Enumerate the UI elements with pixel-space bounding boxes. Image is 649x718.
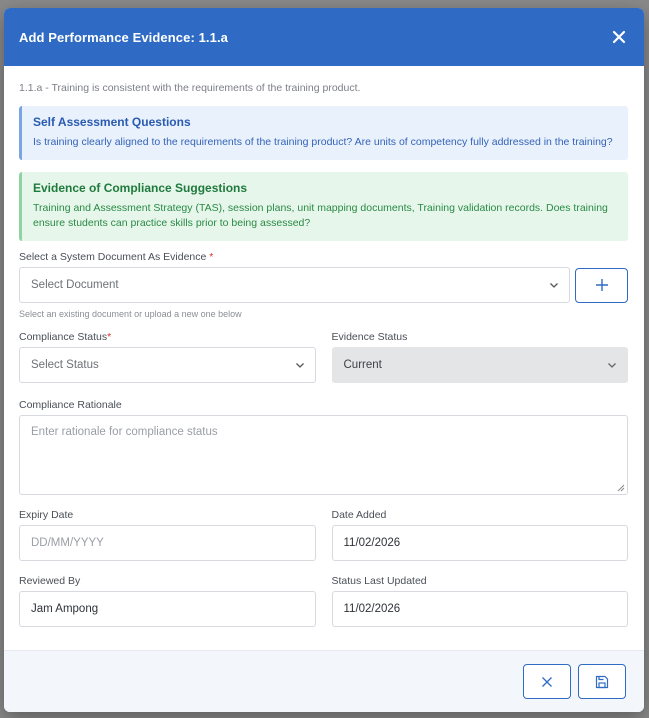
rationale-placeholder: Enter rationale for compliance status <box>31 426 218 438</box>
evidence-status-value: Current <box>343 359 382 371</box>
expiry-date-input[interactable]: DD/MM/YYYY <box>19 525 316 561</box>
add-evidence-modal <box>4 8 644 712</box>
reviewed-by-input[interactable]: Jam Ampong <box>19 591 316 627</box>
document-hint: Select an existing document or upload a new one below <box>19 309 242 319</box>
resize-handle-icon[interactable] <box>617 484 625 492</box>
modal-title: Add Performance Evidence: 1.1.a <box>19 29 229 45</box>
required-mark: * <box>209 251 214 263</box>
required-mark: * <box>107 331 112 343</box>
status-last-updated-label: Status Last Updated <box>331 575 427 587</box>
expiry-date-label: Expiry Date <box>19 509 74 521</box>
evidence-status-select[interactable] <box>332 347 629 383</box>
document-select-placeholder: Select Document <box>31 279 119 291</box>
chevron-down-icon <box>607 360 617 370</box>
modal-header <box>4 8 644 66</box>
x-icon <box>540 675 554 689</box>
evidence-suggestions-text: Training and Assessment Strategy (TAS), session plans, unit mapping documents, Training validation records. Does training ensure students can practice skills prior to being assessed? <box>33 202 608 229</box>
compliance-status-select[interactable] <box>19 347 316 383</box>
self-assessment-title: Self Assessment Questions <box>33 115 191 129</box>
status-last-updated-input[interactable]: 11/02/2026 <box>332 591 629 627</box>
modal-body <box>4 66 644 627</box>
document-select[interactable] <box>19 267 570 303</box>
compliance-status-label: Compliance Status* <box>19 331 112 343</box>
save-icon <box>594 674 610 690</box>
date-added-label: Date Added <box>331 509 387 521</box>
chevron-down-icon <box>295 360 305 370</box>
chevron-down-icon <box>549 280 559 290</box>
rationale-label: Compliance Rationale <box>19 399 122 411</box>
save-button[interactable] <box>578 664 626 699</box>
modal-footer <box>4 650 644 712</box>
rationale-textarea[interactable] <box>19 415 628 495</box>
close-icon[interactable] <box>609 27 629 47</box>
evidence-suggestions-title: Evidence of Compliance Suggestions <box>33 181 248 195</box>
self-assessment-box <box>19 106 628 160</box>
cancel-button[interactable] <box>523 664 571 699</box>
document-label: Select a System Document As Evidence * <box>19 251 214 263</box>
self-assessment-text: Is training clearly aligned to the requirements of the training product? Are units of competency fully addressed in the training? <box>33 136 613 148</box>
add-document-button[interactable] <box>575 268 628 303</box>
evidence-suggestions-box <box>19 172 628 241</box>
reviewed-by-label: Reviewed By <box>19 575 81 587</box>
evidence-status-label: Evidence Status <box>331 331 408 343</box>
compliance-status-placeholder: Select Status <box>31 359 99 371</box>
plus-icon <box>595 278 609 292</box>
date-added-input[interactable]: 11/02/2026 <box>332 525 629 561</box>
criterion-subtitle: 1.1.a - Training is consistent with the requirements of the training product. <box>19 82 361 94</box>
